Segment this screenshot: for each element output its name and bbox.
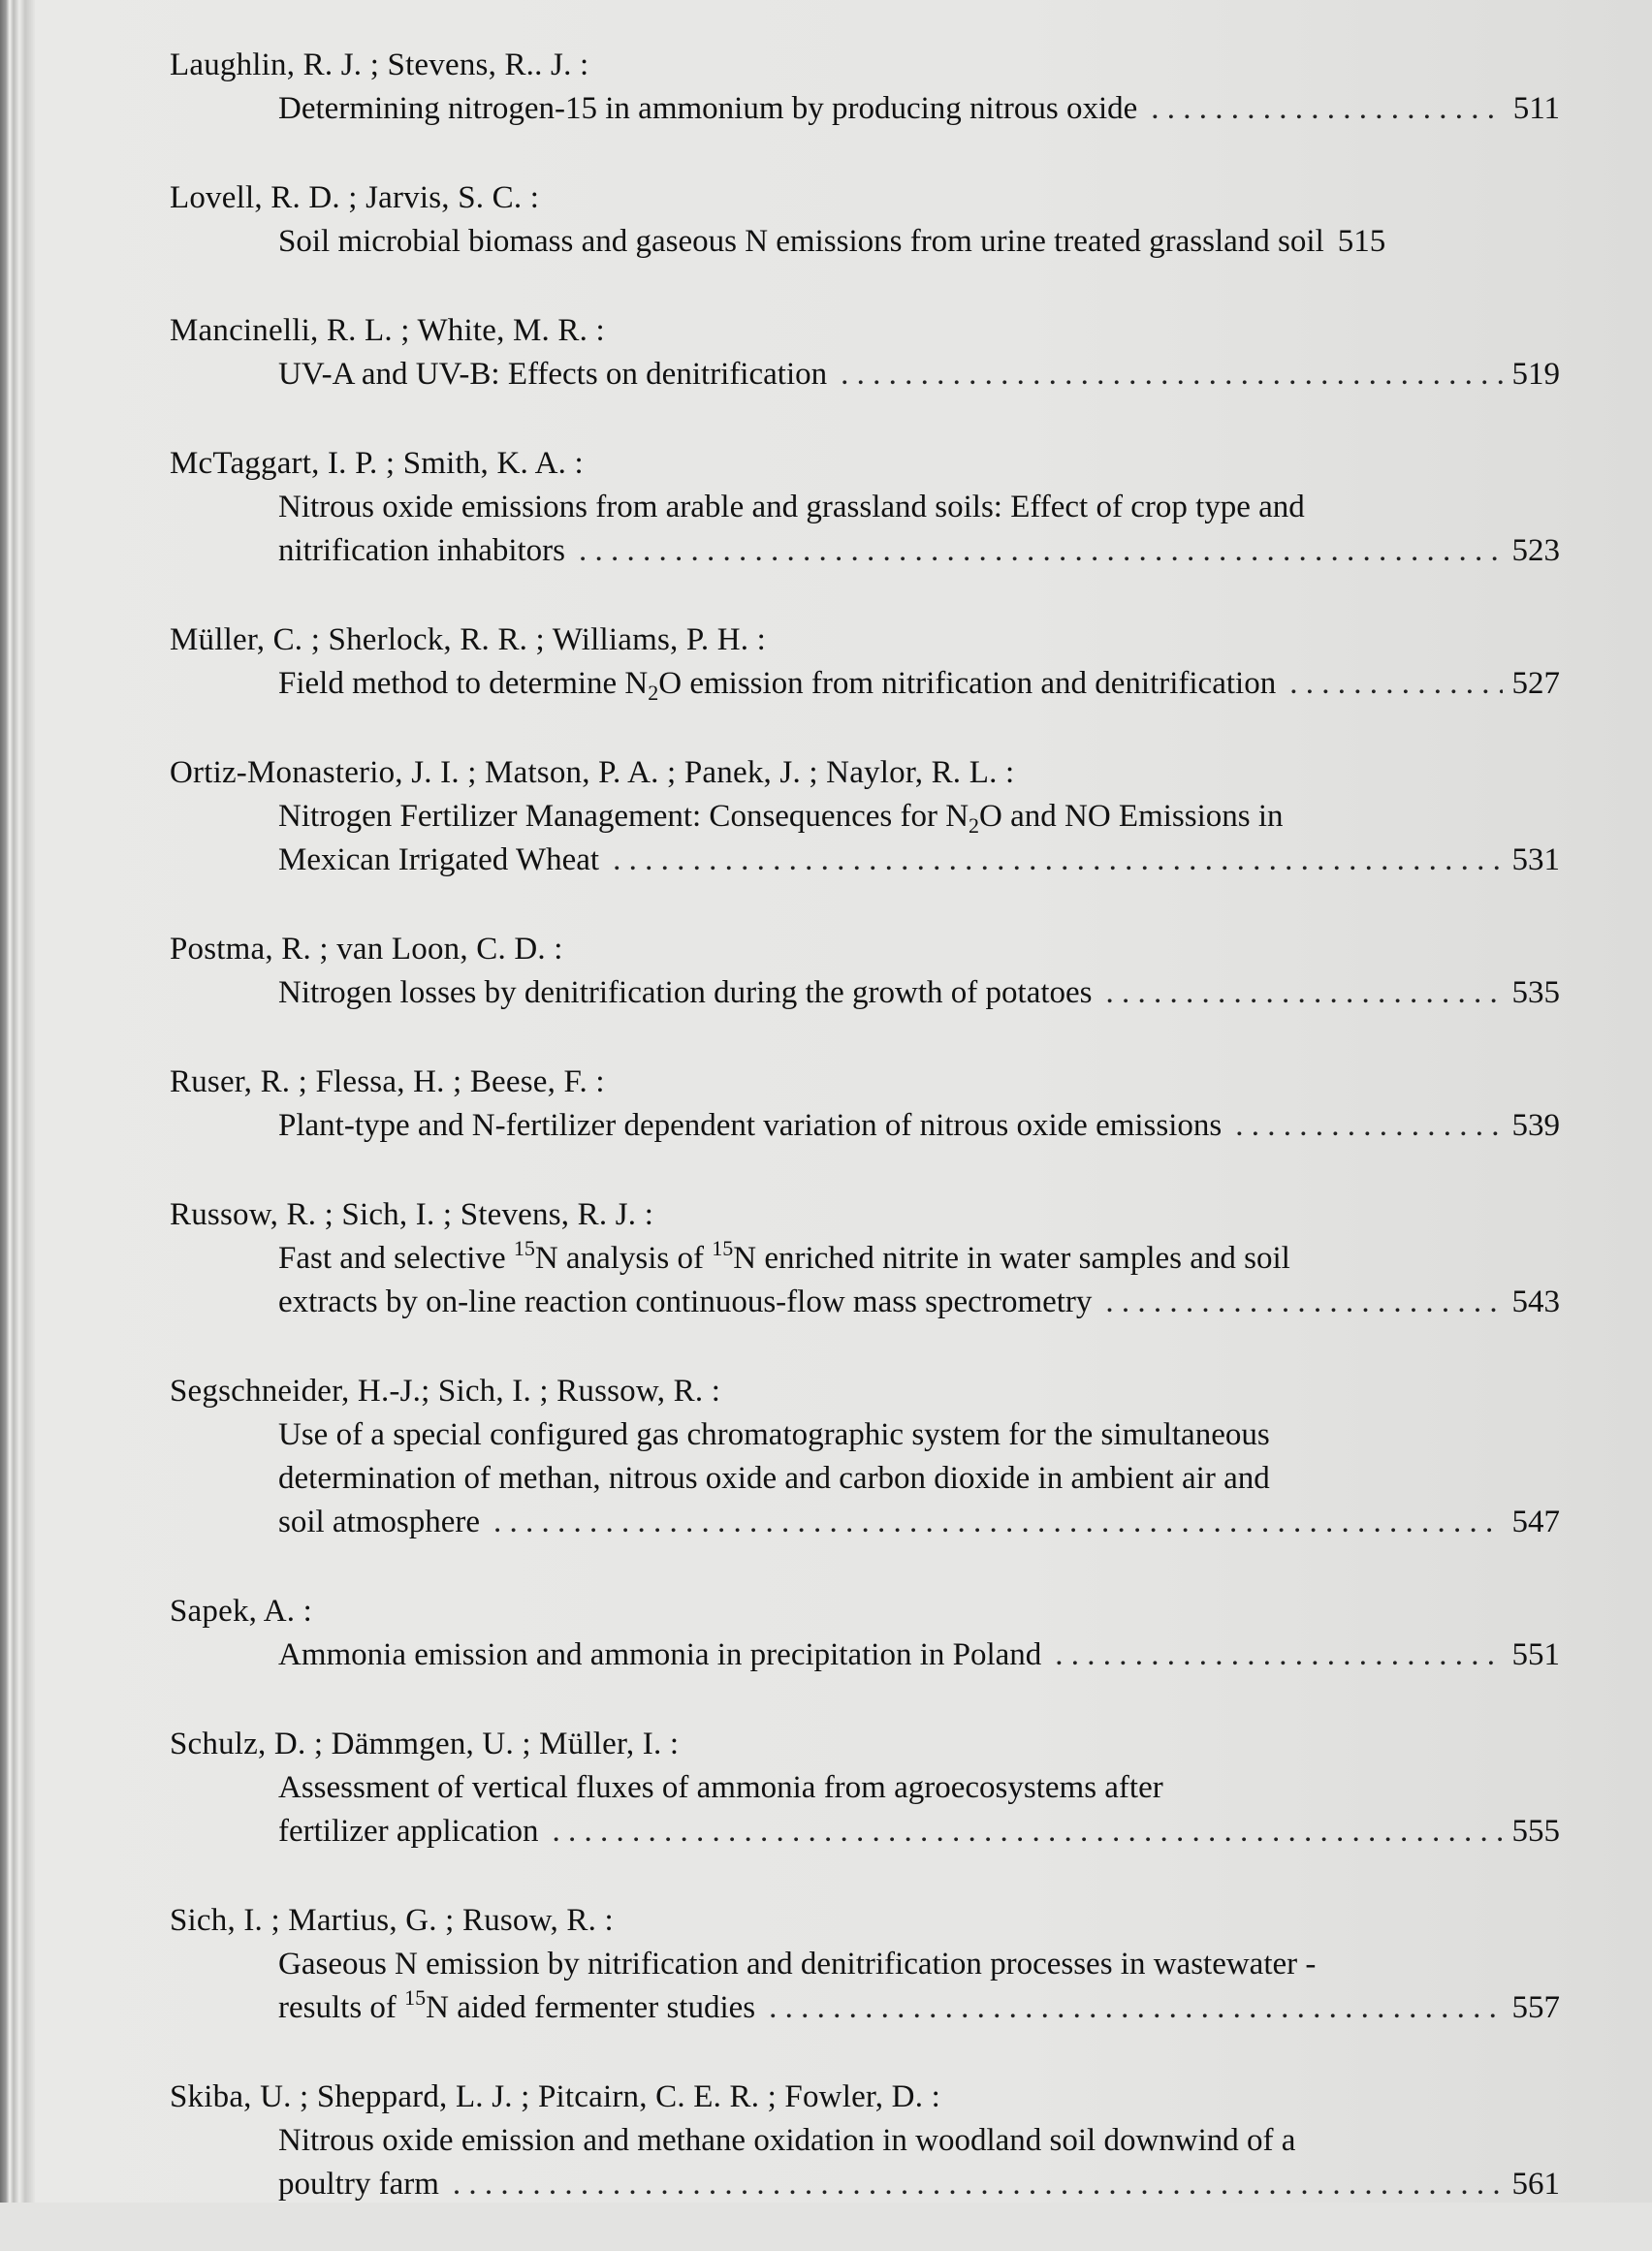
entry-title <box>170 1413 1566 1544</box>
title-line: Gaseous N emission by nitrification and denitrification processes in wastewater - <box>278 1947 1317 1982</box>
entry-title <box>170 1943 1566 2030</box>
page-number: 511 <box>1512 91 1560 126</box>
leader-dots <box>1055 1633 1502 1677</box>
title-line: Fast and selective $^{15}$N analysis of $^{15}$N enriched nitrite in water samples and soil <box>278 1236 1290 1276</box>
page-number: 523 <box>1511 533 1560 568</box>
title-line: Field method to determine $N_2O$ emission from nitrification and denitrification <box>278 666 1277 705</box>
leader-dots <box>453 2163 1503 2206</box>
entry-authors: Postma, R. ; van Loon, C. D. : <box>170 932 563 967</box>
title-line: fertilizer application <box>278 1814 539 1849</box>
page-number: 515 <box>1337 224 1386 259</box>
leader-dots <box>1105 1281 1502 1324</box>
title-line: nitrification inhabitors <box>278 533 566 568</box>
toc-entry <box>170 175 1566 264</box>
title-line: determination of methan, nitrous oxide and carbon dioxide in ambient air and <box>278 1461 1270 1496</box>
page-number: 551 <box>1511 1637 1560 1672</box>
leader-dots <box>841 353 1502 396</box>
title-line: Nitrous oxide emissions from arable and grassland soils: Effect of crop type and <box>278 490 1305 524</box>
superscript: 15 <box>712 1236 734 1260</box>
toc-entry <box>170 1898 1566 2030</box>
page-number: 547 <box>1511 1505 1560 1539</box>
toc-entry <box>170 1192 1566 1324</box>
title-line: Assessment of vertical fluxes of ammonia from agroecosystems after <box>278 1770 1163 1805</box>
leader-dots <box>769 1986 1502 2030</box>
title-line: Nitrous oxide emission and methane oxidation in woodland soil downwind of a <box>278 2123 1296 2158</box>
title-line: Ammonia emission and ammonia in precipitation in Poland <box>278 1637 1042 1672</box>
toc-entry <box>170 1722 1566 1854</box>
entry-title <box>170 971 1566 1015</box>
leader-dots <box>579 529 1502 573</box>
toc-entry <box>170 1369 1566 1544</box>
entry-authors: Laughlin, R. J. ; Stevens, R.. J. : <box>170 48 589 82</box>
entry-authors: Sich, I. ; Martius, G. ; Rusow, R. : <box>170 1903 614 1938</box>
page-number: 531 <box>1511 842 1560 877</box>
entry-authors: Sapek, A. : <box>170 1594 313 1629</box>
entry-title <box>170 662 1566 706</box>
entry-authors: Skiba, U. ; Sheppard, L. J. ; Pitcairn, C. E. R. ; Fowler, D. : <box>170 2079 940 2114</box>
title-line: Mexican Irrigated Wheat <box>278 842 600 877</box>
superscript: 15 <box>513 1236 535 1260</box>
entry-title <box>170 2119 1566 2206</box>
title-line: results of $^{15}$N aided fermenter studies <box>278 1985 756 2025</box>
toc-entry <box>170 1589 1566 1677</box>
entry-authors: Lovell, R. D. ; Jarvis, S. C. : <box>170 180 540 215</box>
entry-authors: McTaggart, I. P. ; Smith, K. A. : <box>170 446 584 481</box>
title-line: Nitrogen Fertilizer Management: Consequences for $N_2O$ and NO Emissions in <box>278 799 1284 838</box>
leader-dots <box>1289 662 1502 706</box>
toc-entry <box>170 441 1566 573</box>
leader-dots <box>1235 1104 1502 1148</box>
title-line: poultry farm <box>278 2167 439 2202</box>
leader-dots <box>1106 971 1503 1015</box>
title-line: Soil microbial biomass and gaseous N emissions from urine treated grassland soil <box>278 224 1324 259</box>
leader-dots <box>1151 87 1503 131</box>
entry-title <box>170 1104 1566 1148</box>
leader-dots <box>552 1810 1502 1854</box>
page-number: 557 <box>1511 1990 1560 2025</box>
entry-authors: Russow, R. ; Sich, I. ; Stevens, R. J. : <box>170 1197 654 1232</box>
toc-entry <box>170 2075 1566 2206</box>
title-line: Determining nitrogen-15 in ammonium by producing nitrous oxide <box>278 91 1138 126</box>
entry-authors: Segschneider, H.-J.; Sich, I. ; Russow, R. : <box>170 1374 721 1409</box>
entry-title <box>170 353 1566 396</box>
superscript: 15 <box>404 1985 427 2010</box>
entry-title <box>170 795 1566 882</box>
subscript: 2 <box>648 681 659 705</box>
entry-authors: Müller, C. ; Sherlock, R. R. ; Williams, P. H. : <box>170 622 767 657</box>
page-number: 543 <box>1511 1284 1560 1319</box>
subscript: 2 <box>969 813 980 838</box>
toc-entry <box>170 750 1566 882</box>
entry-authors: Mancinelli, R. L. ; White, M. R. : <box>170 313 605 348</box>
toc-entry <box>170 308 1566 396</box>
toc-entry <box>170 618 1566 706</box>
entry-title <box>170 1237 1566 1324</box>
page-number: 539 <box>1511 1108 1560 1143</box>
leader-dots <box>613 839 1502 882</box>
page-number: 561 <box>1511 2167 1560 2202</box>
page-number: 555 <box>1511 1814 1560 1849</box>
book-page-edge <box>0 0 35 2203</box>
page-number: 519 <box>1511 357 1560 392</box>
title-line: soil atmosphere <box>278 1505 481 1539</box>
title-line: Plant-type and N-fertilizer dependent variation of nitrous oxide emissions <box>278 1108 1223 1143</box>
entry-title <box>170 1766 1566 1854</box>
page-number: 527 <box>1511 666 1560 701</box>
entry-title <box>170 87 1566 131</box>
entry-title <box>170 486 1566 573</box>
toc-entry <box>170 1060 1566 1148</box>
leader-dots <box>493 1501 1502 1544</box>
entry-authors: Ortiz-Monasterio, J. I. ; Matson, P. A. ; Panek, J. ; Naylor, R. L. : <box>170 755 1015 790</box>
title-line: extracts by on-line reaction continuous-flow mass spectrometry <box>278 1284 1093 1319</box>
entry-authors: Schulz, D. ; Dämmgen, U. ; Müller, I. : <box>170 1727 680 1761</box>
title-line: Use of a special configured gas chromatographic system for the simultaneous <box>278 1417 1270 1452</box>
table-of-contents <box>170 43 1566 2251</box>
toc-entry <box>170 927 1566 1015</box>
entry-title <box>170 1633 1566 1677</box>
entry-authors: Ruser, R. ; Flessa, H. ; Beese, F. : <box>170 1064 605 1099</box>
title-line: UV-A and UV-B: Effects on denitrification <box>278 357 828 392</box>
entry-title <box>170 220 1566 264</box>
title-line: Nitrogen losses by denitrification during the growth of potatoes <box>278 975 1093 1010</box>
page-number: 535 <box>1511 975 1560 1010</box>
toc-entry <box>170 43 1566 131</box>
